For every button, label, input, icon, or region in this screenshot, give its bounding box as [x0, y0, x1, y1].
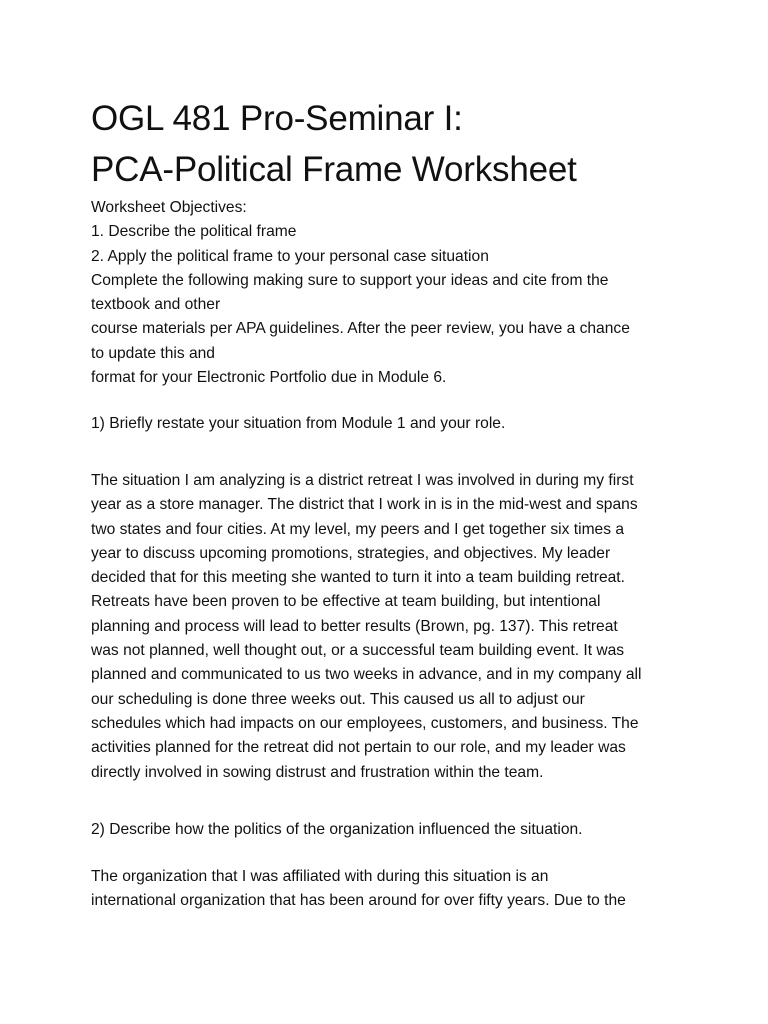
paragraph-line: The organization that I was affiliated with during this situation is an: [91, 868, 549, 885]
answer-1-paragraph: [91, 469, 641, 785]
objectives-line: 1. Describe the political frame: [91, 223, 297, 241]
objectives-line: Worksheet Objectives:: [91, 199, 247, 216]
worksheet-objectives: [91, 196, 630, 390]
paragraph-line: our scheduling is done three weeks out. This caused us all to adjust our: [91, 690, 585, 708]
title-line: PCA-Political Frame Worksheet: [91, 150, 577, 189]
question-text: 2) Describe how the politics of the organization influenced the situation.: [91, 821, 583, 838]
question-text: 1) Briefly restate your situation from Module 1 and your role.: [91, 415, 506, 432]
objectives-line: textbook and other: [91, 296, 221, 314]
question-2: [91, 818, 583, 842]
paragraph-line: was not planned, well thought out, or a successful team building event. It was: [91, 642, 625, 660]
paragraph-line: decided that for this meeting she wanted to turn it into a team building retreat.: [91, 569, 625, 587]
paragraph-line: activities planned for the retreat did not pertain to our role, and my leader was: [91, 739, 626, 757]
objectives-line: 2. Apply the political frame to your personal case situation: [91, 247, 489, 265]
paragraph-line: international organization that has been around for over fifty years. Due to the: [91, 892, 626, 910]
paragraph-line: planning and process will lead to better results (Brown, pg. 137). This retreat: [91, 617, 618, 635]
objectives-line: Complete the following making sure to support your ideas and cite from the: [91, 271, 609, 289]
paragraph-line: two states and four cities. At my level, my peers and I get together six times a: [91, 520, 625, 538]
objectives-line: course materials per APA guidelines. After the peer review, you have a chance: [91, 320, 630, 338]
document-title: [91, 93, 577, 195]
paragraph-line: The situation I am analyzing is a district retreat I was involved in during my first: [91, 472, 634, 489]
paragraph-line: planned and communicated to us two weeks in advance, and in my company all: [91, 666, 642, 684]
paragraph-line: schedules which had impacts on our employees, customers, and business. The: [91, 714, 639, 732]
answer-2-paragraph: [91, 865, 626, 914]
title-line: OGL 481 Pro-Seminar I:: [91, 99, 463, 138]
paragraph-line: year to discuss upcoming promotions, strategies, and objectives. My leader: [91, 544, 611, 562]
paragraph-line: year as a store manager. The district that I work in is in the mid-west and spans: [91, 496, 638, 514]
objectives-line: to update this and: [91, 344, 215, 362]
paragraph-line: directly involved in sowing distrust and frustration within the team.: [91, 763, 544, 781]
question-1: [91, 412, 505, 436]
objectives-line: format for your Electronic Portfolio due in Module 6.: [91, 369, 447, 387]
paragraph-line: Retreats have been proven to be effective at team building, but intentional: [91, 593, 601, 611]
